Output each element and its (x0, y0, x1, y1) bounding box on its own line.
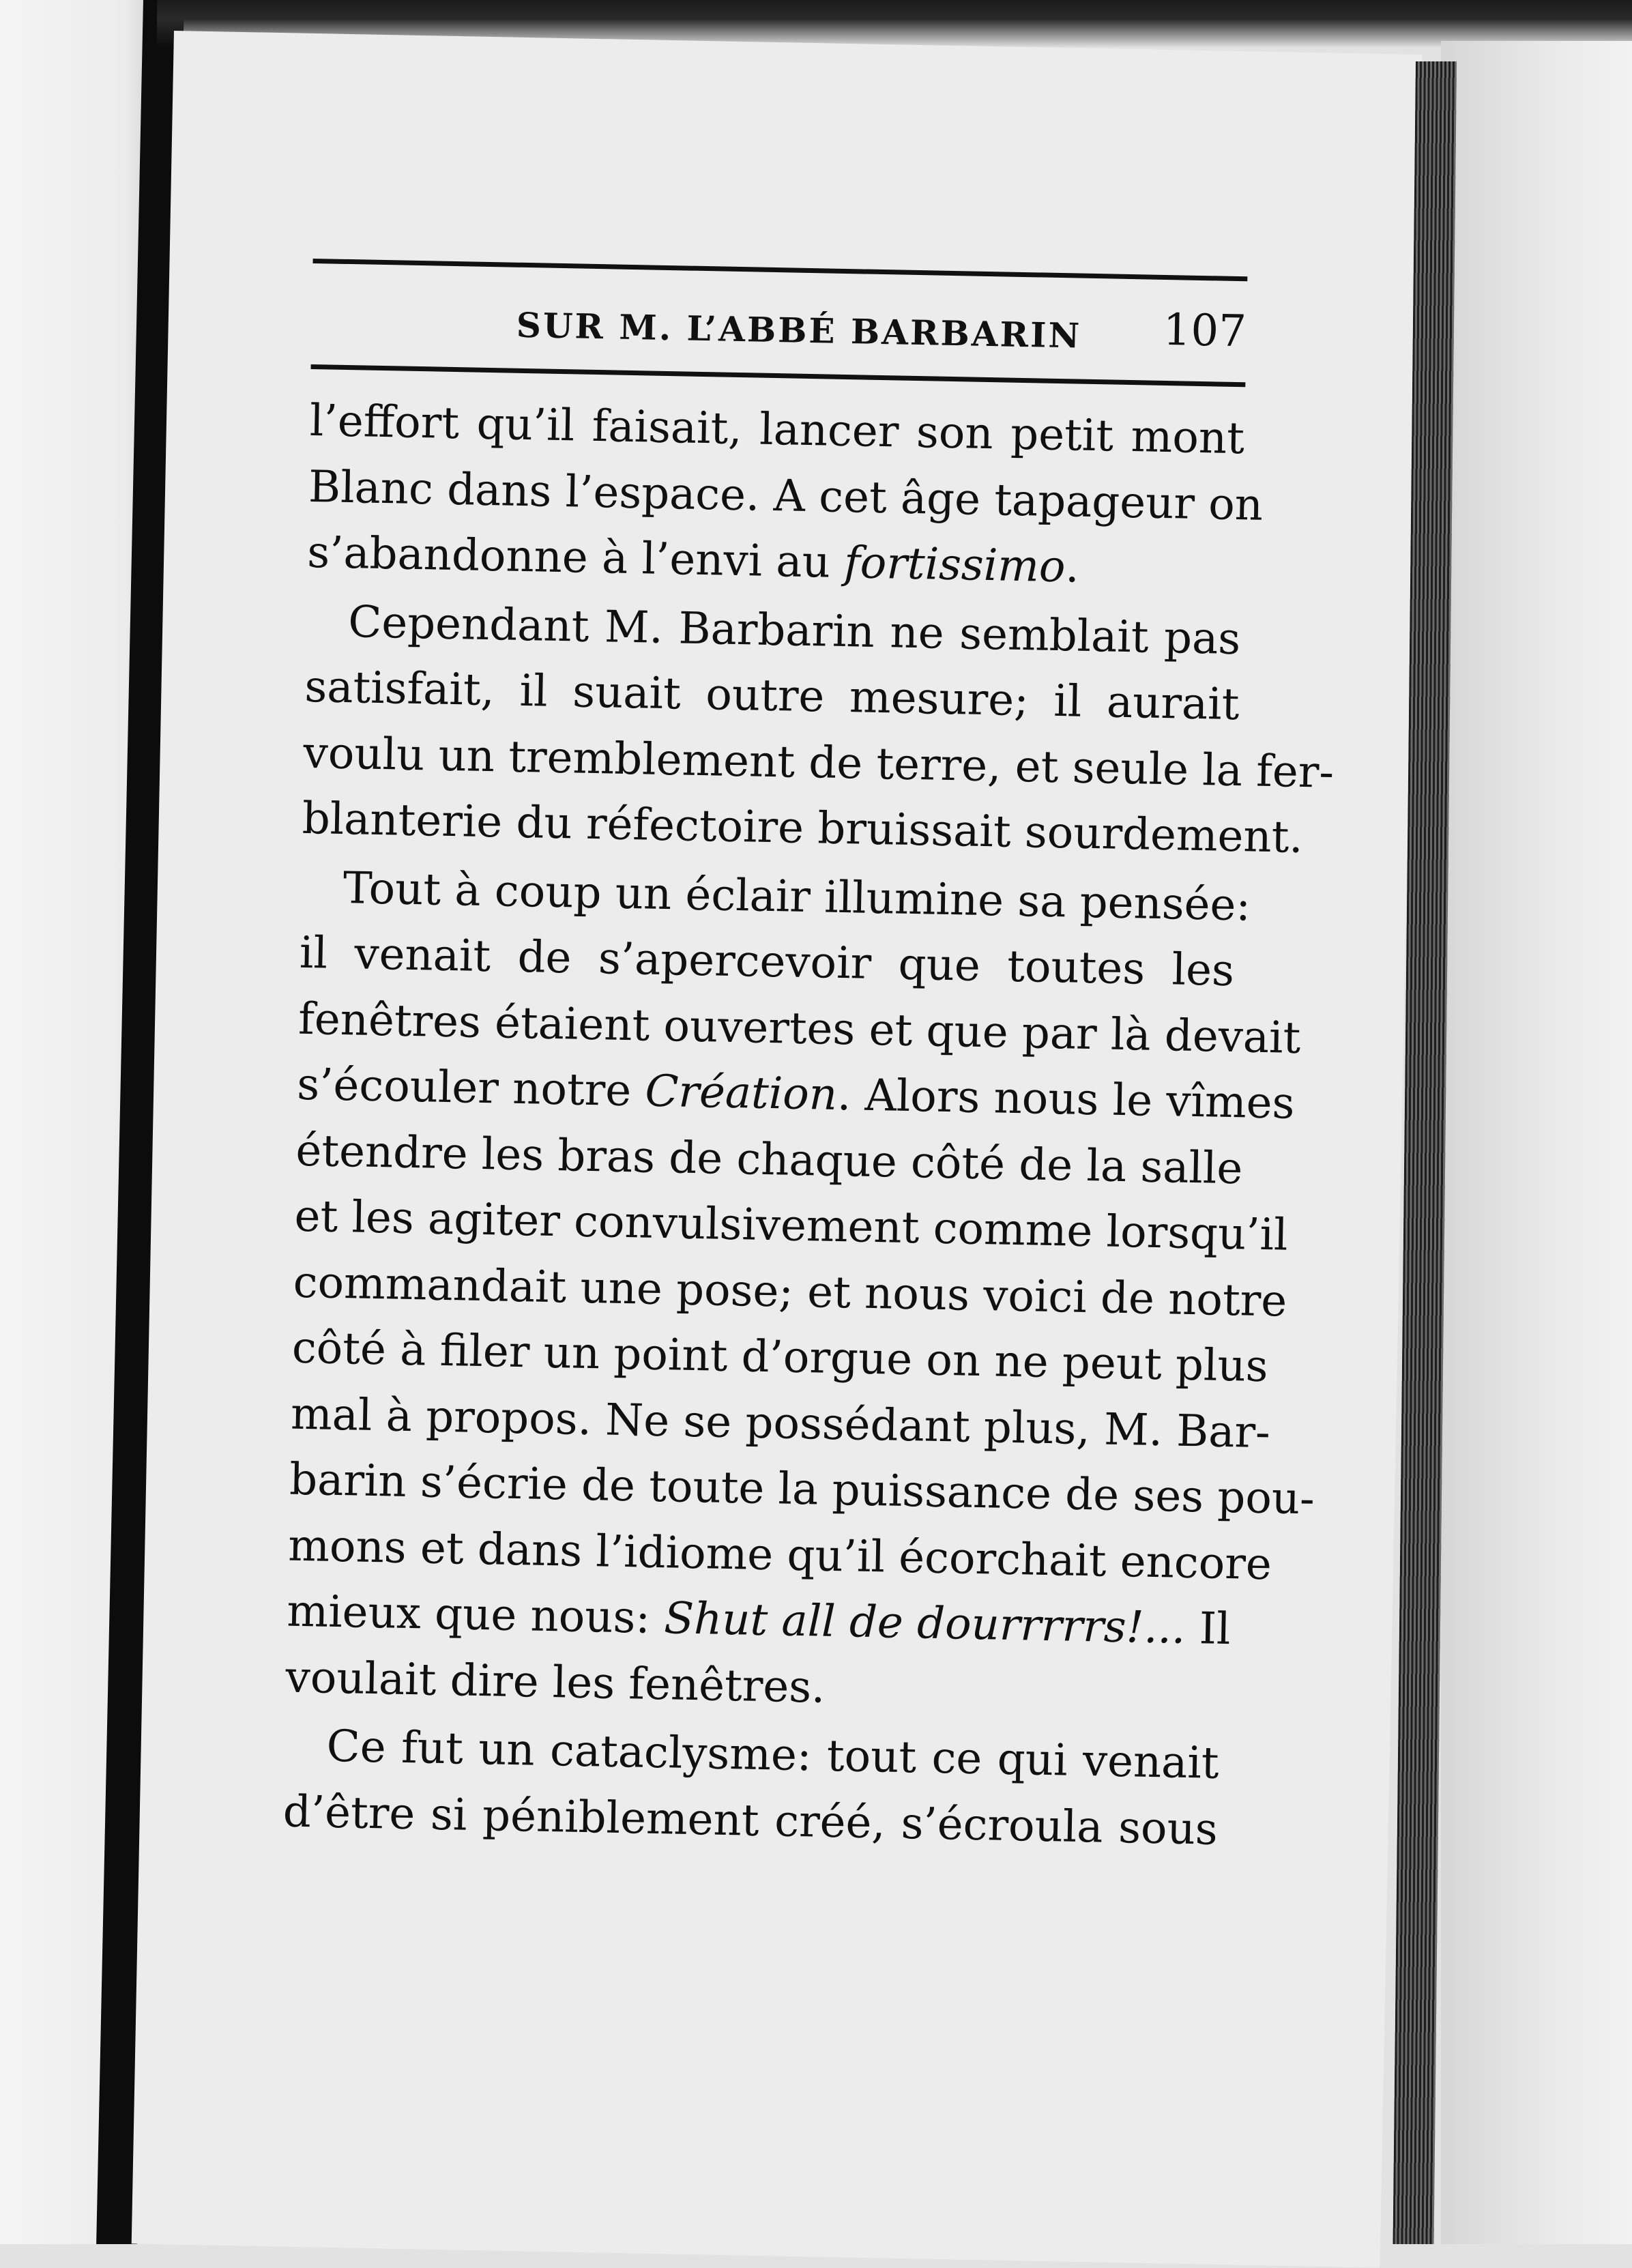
book-page (132, 31, 1423, 2268)
text-line: il venait de s’apercevoir que toutes les (299, 927, 1235, 997)
running-title: SUR M. L’ABBÉ BARBARIN (516, 304, 1082, 356)
text-line: barin s’écrie de toute la puissance de ses pou- (289, 1454, 1315, 1525)
text-line: commandait une pose; et nous voici de notre (293, 1257, 1287, 1327)
paragraph (282, 1713, 1219, 1863)
header-rule-top (312, 259, 1247, 281)
text-line: l’effort qu’il faisait, lancer son petit mont (309, 395, 1245, 465)
text-line: et les agiter convulsivement comme lorsqu’il (293, 1191, 1289, 1261)
text-run: s’abandonne à l’envi au (306, 527, 845, 588)
text-line: fenêtres étaient ouvertes et que par là devait (297, 993, 1301, 1064)
italic-run: Création (644, 1066, 838, 1120)
text-run: s’écouler notre (296, 1059, 646, 1117)
text-line: côté à filer un point d’orgue on ne peut plus (291, 1322, 1269, 1393)
paragraph (306, 388, 1264, 604)
text-line: satisfait, il suait outre mesure; il aurait (304, 661, 1240, 731)
text-run: . (1064, 542, 1080, 593)
text-run: Il (1184, 1603, 1232, 1655)
text-line: Ce fut un cataclysme: tout ce qui venait (326, 1721, 1220, 1789)
body-text (282, 388, 1335, 1863)
text-line: Blanc dans l’espace. A cet âge tapageur on (308, 461, 1264, 531)
page-number: 107 (1162, 304, 1247, 358)
text-line: étendre les bras de chaque côté de la salle (295, 1125, 1243, 1194)
running-head (311, 286, 1247, 379)
italic-run: fortissimo (843, 538, 1066, 593)
paragraph (302, 588, 1335, 869)
text-line: d’être si péniblement créé, s’écroula sous (282, 1786, 1219, 1855)
text-line: Tout à coup un éclair illumine sa pensée: (343, 862, 1251, 931)
text-line: voulu un tremblement de terre, et seule la fer- (303, 727, 1335, 798)
text-run: mieux que nous: (286, 1586, 665, 1644)
text-line: mal à propos. Ne se possédant plus, M. Bar- (290, 1389, 1271, 1458)
text-line: voulait dire les fenêtres. (285, 1652, 826, 1713)
italic-run: Shut all de dourrrrrs!... (663, 1593, 1186, 1654)
text-run: . Alors nous le vîmes (836, 1069, 1296, 1129)
paragraph (285, 854, 1315, 1728)
text-line: blanterie du réfectoire bruissait sourdement. (302, 793, 1304, 863)
right-margin (1441, 41, 1632, 2244)
text-line: mons et dans l’idiome qu’il écorchait encore (287, 1520, 1272, 1590)
text-line: Cependant M. Barbarin ne semblait pas (347, 596, 1241, 665)
